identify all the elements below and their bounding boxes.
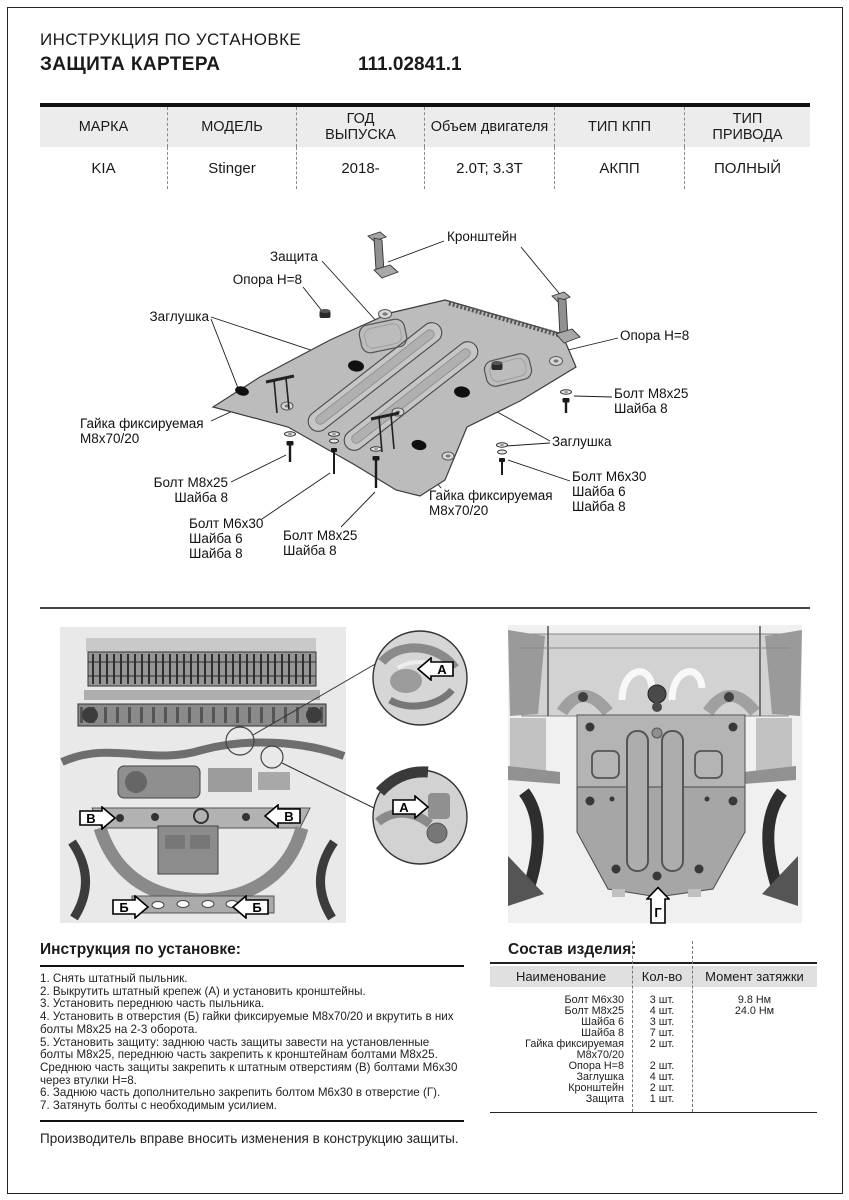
fitment-header-marka: МАРКА (40, 107, 168, 147)
svg-text:В: В (284, 809, 294, 824)
fitment-header-year: ГОД ВЫПУСКА (297, 107, 425, 147)
parts-divider-dashed (692, 941, 693, 1112)
fitment-value-year: 2018- (297, 147, 425, 189)
instructions-bottom-rule (40, 1120, 464, 1122)
marker-b-left (112, 895, 150, 919)
doc-type-title: ИНСТРУКЦИЯ ПО УСТАНОВКЕ (40, 30, 302, 49)
marker-a-top (416, 657, 454, 681)
instruction-step: 7. Затянуть болты с необходимым усилием. (40, 1099, 277, 1113)
instruction-step: 4. Установить в отверстия (Б) гайки фиксируемые М8х70/20 и вкрутить в них болты М8х25 на 2-3 оборота. (40, 1010, 454, 1036)
exploded-diagram-art (0, 195, 849, 575)
parts-rows (490, 987, 817, 1105)
parts-heading-rule (490, 962, 817, 964)
fitment-header-model: МОДЕЛЬ (168, 107, 297, 147)
fitment-value-drive: ПОЛНЫЙ (713, 159, 782, 177)
fitment-header-gearbox: ТИП КПП (555, 107, 685, 147)
instructions-heading: Инструкция по установке: (40, 941, 464, 967)
instruction-step: 6. Заднюю часть дополнительно закрепить болтом М6х30 в отверстие (Г). (40, 1086, 441, 1100)
product-title: ЗАЩИТА КАРТЕРА (40, 54, 221, 75)
instruction-steps (40, 967, 464, 1113)
parts-row: Болт М6х30 3 шт. 9.8 Нм (564, 994, 772, 1006)
photo-installed-plate (508, 625, 802, 923)
label-bolt-m8-center: Болт М8х25 Шайба 8 (283, 528, 358, 559)
fitment-header-row (40, 107, 810, 147)
parts-divider-dashed (632, 941, 633, 1112)
label-zaglushka-left: Заглушка (149, 309, 209, 324)
svg-text:Б: Б (252, 900, 262, 915)
label-kronshtein: Кронштейн (447, 229, 517, 244)
label-opora-left: Опора Н=8 (232, 272, 302, 287)
svg-text:А: А (399, 800, 409, 815)
fitment-value-marka: KIA (40, 147, 168, 189)
label-bolt-m8-left: Болт М8х25 Шайба 8 (153, 475, 228, 506)
parts-heading: Состав изделия: (508, 941, 637, 958)
photo-front-underside (60, 627, 377, 923)
fitment-value-model: Stinger (168, 147, 297, 189)
label-zaglushka-right: Заглушка (552, 434, 612, 449)
plate-shape (213, 300, 576, 496)
marker-a-bottom (392, 795, 430, 819)
instruction-step: 3. Установить переднюю часть пыльника. (40, 997, 265, 1011)
svg-text:В: В (86, 811, 96, 826)
fitment-table (40, 103, 810, 189)
parts-header-row (490, 966, 817, 987)
label-bolt-m6-left: Болт М6х30 Шайба 6 Шайба 8 (189, 516, 264, 562)
parts-row: Кронштейн 2 шт. (568, 1082, 675, 1094)
label-gaika-center: Гайка фиксируемая М8х70/20 (429, 488, 553, 519)
svg-text:А: А (437, 662, 447, 677)
instruction-step: 1. Снять штатный пыльник. (40, 972, 188, 985)
marker-v-left (79, 806, 117, 830)
fitment-header-drive: ТИП ПРИВОДА (685, 107, 810, 147)
label-gaika-left: Гайка фиксируемая М8х70/20 (80, 416, 204, 447)
parts-column-qty: Кол-во (641, 969, 683, 984)
svg-text:Б: Б (119, 900, 129, 915)
label-opora-right: Опора Н=8 (620, 328, 690, 343)
parts-row: Защита 1 шт. (585, 1093, 675, 1105)
marker-g (646, 886, 670, 924)
footer-note: Производитель вправе вносить изменения в конструкцию защиты. (40, 1131, 459, 1146)
parts-row: Болт М8х25 4 шт. 24.0 Нм (564, 1005, 775, 1017)
parts-bottom-rule (490, 1112, 817, 1113)
parts-row: Гайка фиксируемая М8х70/20 2 шт. (525, 1038, 675, 1061)
marker-v-right (263, 804, 301, 828)
parts-row: Опора Н=8 2 шт. (568, 1060, 675, 1072)
fitment-value-gearbox: АКПП (555, 147, 685, 189)
instruction-step: 5. Установить защиту: заднюю часть защиты завести на установленные болты М8х25, переднюю часть закрепить к кронштейнам болтами М8х25. Среднюю часть защиты закрепить к штатным отверстиям (В) болтами М6х30 через втулки Н=8. (40, 1035, 458, 1087)
parts-column-torque: Момент затяжки (705, 969, 804, 984)
install-photos-art (0, 600, 849, 935)
instruction-step: 2. Выкрутить штатный крепеж (А) и установить кронштейны. (40, 984, 366, 998)
fitment-data-row (40, 147, 810, 189)
fitment-value-engine: 2.0T; 3.3T (425, 147, 555, 189)
label-zashchita: Защита (270, 249, 318, 264)
fitment-header-engine: Объем двигателя (425, 107, 555, 147)
parts-list (490, 941, 817, 1105)
label-bolt-m6-right: Болт М6х30 Шайба 6 Шайба 8 (572, 469, 647, 515)
label-bolt-m8-right: Болт М8х25 Шайба 8 (614, 386, 689, 417)
parts-column-name: Наименование (515, 969, 607, 984)
parts-row: Заглушка 4 шт. (576, 1071, 675, 1083)
svg-text:Г: Г (654, 905, 662, 920)
bracket-left-icon (368, 232, 398, 278)
parts-row: Шайба 6 3 шт. (581, 1016, 675, 1028)
marker-b-right (231, 895, 269, 919)
parts-row: Шайба 8 7 шт. (581, 1027, 675, 1039)
installation-instructions (40, 941, 464, 1122)
part-number: 111.02841.1 (358, 54, 462, 75)
